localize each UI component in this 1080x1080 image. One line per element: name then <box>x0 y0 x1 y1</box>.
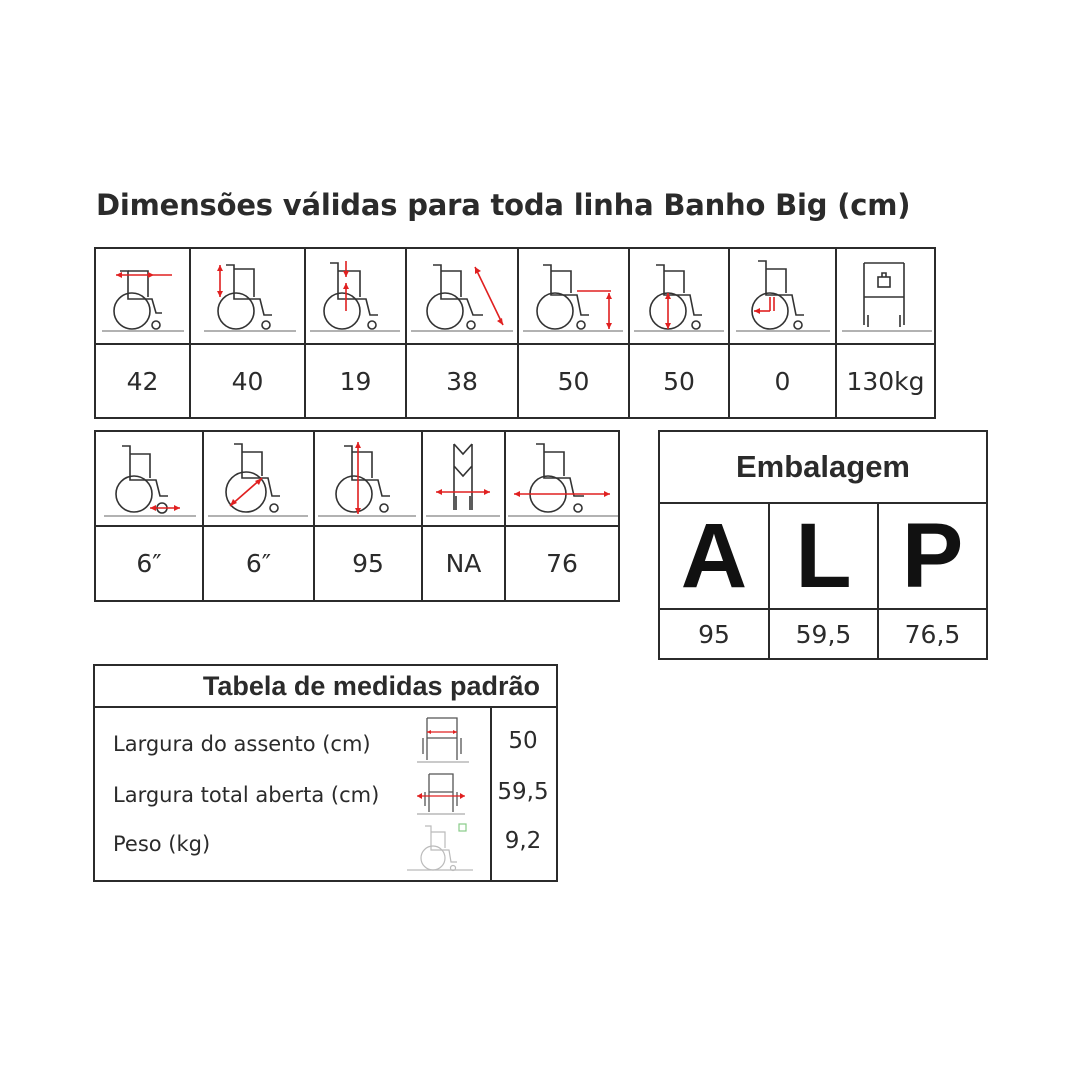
value-backrest-height: 40 <box>231 366 264 396</box>
value-axle-offset: 0 <box>774 366 791 396</box>
value-seat-height: 50 <box>557 366 590 396</box>
packaging-value-width: 59,5 <box>795 619 852 649</box>
packaging-letter-depth: P <box>901 504 964 607</box>
value-rear-wheel: 6″ <box>245 549 272 578</box>
armrest-height-icon <box>310 253 400 337</box>
value-open-width: 59,5 <box>497 779 549 805</box>
page-title: Dimensões válidas para toda linha Banho Big (cm) <box>96 188 911 222</box>
value-leg-length: 38 <box>446 366 478 396</box>
open-width-icon <box>413 770 469 818</box>
seat-depth-icon <box>102 253 184 337</box>
dimensions-table-row2 <box>94 430 620 602</box>
total-length-icon <box>508 436 618 520</box>
max-weight-icon <box>842 253 932 337</box>
packaging-table <box>658 430 988 660</box>
folded-width-icon <box>426 436 500 520</box>
standard-measures-table <box>93 664 558 882</box>
value-seat-depth: 42 <box>126 366 159 396</box>
value-total-height: 95 <box>352 549 384 578</box>
axle-offset-icon <box>736 253 830 337</box>
standard-table-title: Tabela de medidas padrão <box>202 670 540 701</box>
value-max-weight: 130kg <box>846 366 925 396</box>
packaging-letter-width: L <box>795 504 852 607</box>
leg-length-icon <box>411 253 513 337</box>
packaging-title: Embalagem <box>735 449 910 484</box>
value-floor-seat-height: 50 <box>663 366 695 396</box>
label-open-width: Largura total aberta (cm) <box>113 783 380 807</box>
packaging-value-height: 95 <box>698 619 730 649</box>
label-weight: Peso (kg) <box>113 832 211 856</box>
seat-width-icon <box>409 714 475 766</box>
total-height-icon <box>318 436 416 520</box>
value-weight: 9,2 <box>504 828 542 854</box>
caster-wheel-icon <box>104 436 196 520</box>
value-caster-wheel: 6″ <box>136 549 162 578</box>
seat-height-icon <box>523 253 623 337</box>
rear-wheel-icon <box>208 436 308 520</box>
packaging-letter-height: A <box>680 504 748 607</box>
floor-seat-height-icon <box>634 253 724 337</box>
backrest-height-icon <box>204 253 296 337</box>
weight-icon <box>407 820 473 874</box>
value-folded-width: NA <box>445 549 482 578</box>
packaging-value-depth: 76,5 <box>904 619 961 649</box>
value-total-length: 76 <box>546 549 578 578</box>
value-seat-width: 50 <box>508 728 538 754</box>
label-seat-width: Largura do assento (cm) <box>113 732 371 756</box>
dimensions-table-row1 <box>94 247 936 419</box>
value-armrest-height: 19 <box>339 366 372 396</box>
